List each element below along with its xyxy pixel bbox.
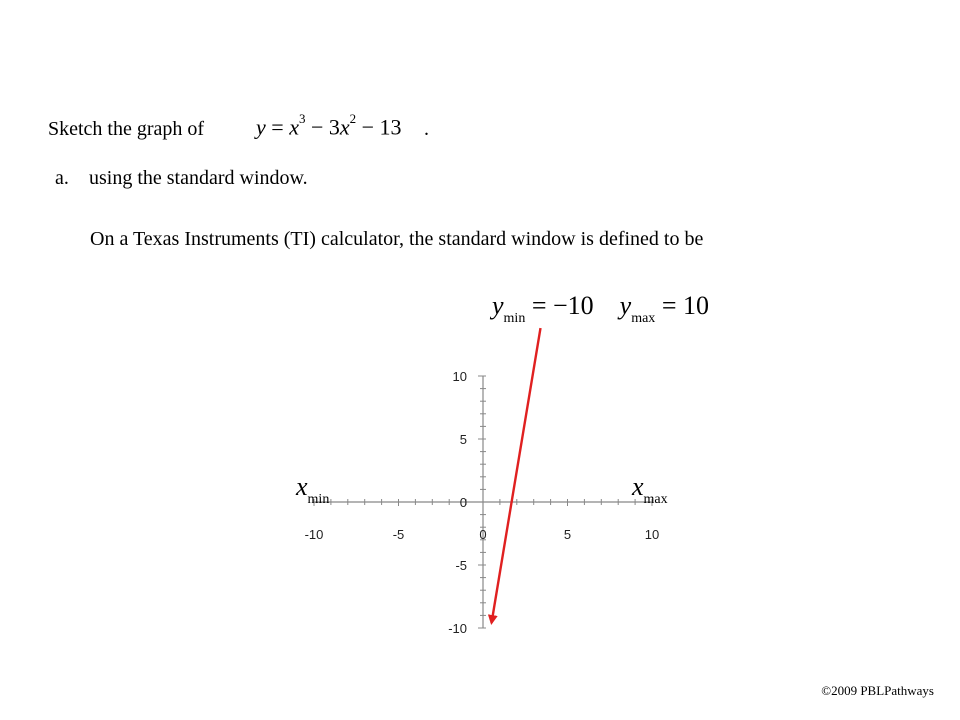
y-tick-label: 0 bbox=[459, 495, 467, 510]
copyright: ©2009 PBLPathways bbox=[821, 683, 934, 698]
prompt-period: . bbox=[424, 118, 429, 140]
axes-layer bbox=[305, 369, 660, 636]
ymax-value: = 10 bbox=[655, 291, 709, 320]
ymin-sub: min bbox=[503, 311, 526, 327]
eq-x2: x bbox=[339, 114, 350, 140]
ymin-var: y bbox=[492, 291, 504, 320]
x-tick-label: 0 bbox=[479, 527, 487, 542]
xmin-var: x bbox=[296, 472, 308, 501]
y-tick-label: -10 bbox=[448, 621, 467, 636]
eq-x1: x bbox=[289, 114, 299, 140]
x-tick-label: -5 bbox=[392, 527, 405, 542]
eq-minus-3: − 3 bbox=[305, 114, 340, 140]
x-tick-label: 10 bbox=[644, 527, 660, 542]
y-tick-label: -5 bbox=[455, 558, 467, 573]
series-layer bbox=[492, 328, 541, 623]
eq-y: y bbox=[256, 114, 266, 140]
xmin-sub: min bbox=[307, 492, 330, 508]
series-line-0 bbox=[492, 328, 541, 623]
y-tick-label: 10 bbox=[452, 369, 467, 384]
x-tick-label: 5 bbox=[563, 527, 572, 542]
x-tick-label: -10 bbox=[304, 527, 324, 542]
part-a-letter: a. bbox=[55, 167, 69, 189]
y-tick-label: 5 bbox=[459, 432, 467, 447]
xmax-var: x bbox=[632, 472, 644, 501]
prompt-text: Sketch the graph of bbox=[48, 118, 205, 140]
ymin-value: = −10 bbox=[525, 291, 594, 320]
eq-power-2: 2 bbox=[349, 111, 357, 126]
ymax-sub: max bbox=[631, 311, 656, 327]
eq-equals: = bbox=[265, 114, 290, 140]
part-a-text: using the standard window. bbox=[89, 167, 308, 189]
eq-power-3: 3 bbox=[298, 111, 306, 126]
ymax-var: y bbox=[619, 291, 632, 320]
xmax-sub: max bbox=[643, 492, 668, 508]
xmin-label bbox=[296, 472, 329, 506]
xmax-label bbox=[632, 472, 668, 506]
eq-tail: − 13 bbox=[356, 114, 402, 140]
ti-note: On a Texas Instruments (TI) calculator, the standard window is defined to be bbox=[90, 228, 704, 250]
